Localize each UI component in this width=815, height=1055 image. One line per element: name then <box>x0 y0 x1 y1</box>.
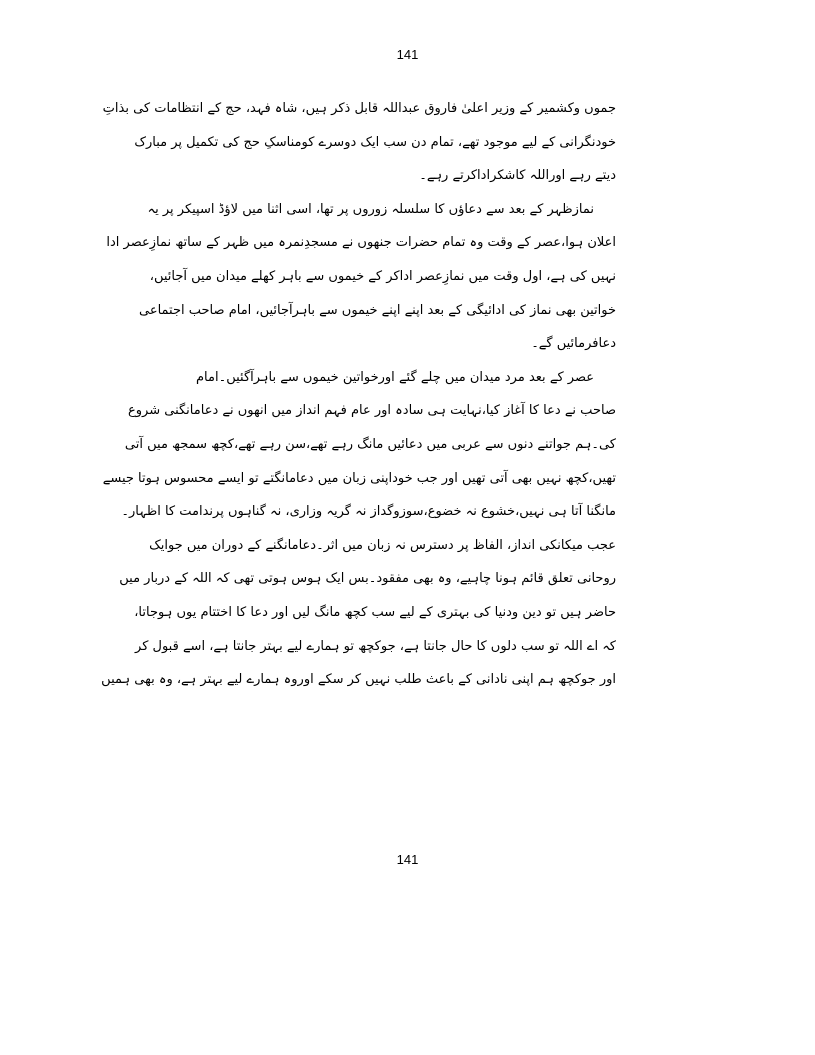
text-line: مانگنا آتا ہی نہیں،خشوع نہ خضوع،سوزوگداز نہ گریہ وزاری، نہ گناہوں پرندامت کا اظہار۔ <box>121 504 616 520</box>
text-line: حاضر ہیں تو دین ودنیا کی بہتری کے لیے سب کچھ مانگ لیں اور دعا کا اختتام یوں ہوجاتا، <box>134 604 616 620</box>
text-line: روحانی تعلق قائم ہونا چاہیے، وہ بھی مفقود۔بس ایک ہوس ہوتی تھی کہ اللہ کے دربار میں <box>119 571 616 587</box>
page-number-bottom: 141 <box>396 852 419 867</box>
paragraph-1 <box>102 92 616 193</box>
text-line: جموں وکشمیر کے وزیر اعلیٰ فاروق عبداللہ قابل ذکر ہیں، شاہ فہد، حج کے انتظامات کی بذاتِ <box>102 101 616 116</box>
text-line: اور جوکچھ ہم اپنی نادانی کے باعث طلب نہیں کر سکے اوروہ ہمارے لیے بہتر ہے، وہ بھی ہمیں <box>101 672 616 688</box>
text-line: عصر کے بعد مرد میدان میں چلے گئے اورخواتین خیموں سے باہرآگئیں۔امام <box>196 369 594 385</box>
text-line: دعافرمائیں گے۔ <box>531 336 616 352</box>
text-line: عجب میکانکی انداز، الفاظ پر دسترس نہ زبان میں اثر۔دعامانگنے کے دوران میں جوایک <box>149 537 616 553</box>
text-line: اعلان ہوا،عصر کے وقت وہ تمام حضرات جنھوں نے مسجدِنمرہ میں ظہر کے ساتھ نمازِعصر ادا <box>106 235 616 251</box>
text-line: نہیں کی ہے، اول وقت میں نمازِعصر اداکر کے خیموں سے باہر کھلے میدان میں آجائیں، <box>149 268 616 284</box>
paragraph-2 <box>106 193 616 361</box>
text-line: خودنگرانی کے لیے موجود تھے، تمام دن سب ایک دوسرے کومناسکِ حج کی تکمیل پر مبارک <box>134 134 616 150</box>
text-line: صاحب نے دعا کا آغاز کیا،نہایت ہی سادہ اور عام فہم انداز میں انھوں نے دعامانگنی شروع <box>128 403 616 419</box>
body-text <box>101 92 616 697</box>
text-line: نمازظہر کے بعد سے دعاؤں کا سلسلہ زوروں پر تھا، اسی اثنا میں لاؤڈ اسپیکر پر یہ <box>147 201 594 217</box>
text-line: خواتین بھی نماز کی ادائیگی کے بعد اپنے اپنے خیموں سے باہرآجائیں، امام صاحب اجتماعی <box>138 302 616 318</box>
text-line: کہ اے اللہ تو سب دلوں کا حال جانتا ہے، جوکچھ تو ہمارے لیے بہتر جانتا ہے، اسے قبول کر <box>135 638 616 654</box>
page-number-top: 141 <box>396 47 419 62</box>
text-line: تھیں،کچھ نہیں بھی آتی تھیں اور جب خوداپنی زبان میں دعامانگتے تو ایسے محسوس ہوتا جیسے <box>102 470 616 486</box>
text-line: کی۔ہم جواتنے دنوں سے عربی میں دعائیں مانگ رہے تھے،سن رہے تھے،کچھ سمجھ میں آتی <box>124 436 616 452</box>
paragraph-3 <box>101 361 616 697</box>
text-line: دیتے رہے اوراللہ کاشکراداکرتے رہے۔ <box>419 168 616 184</box>
